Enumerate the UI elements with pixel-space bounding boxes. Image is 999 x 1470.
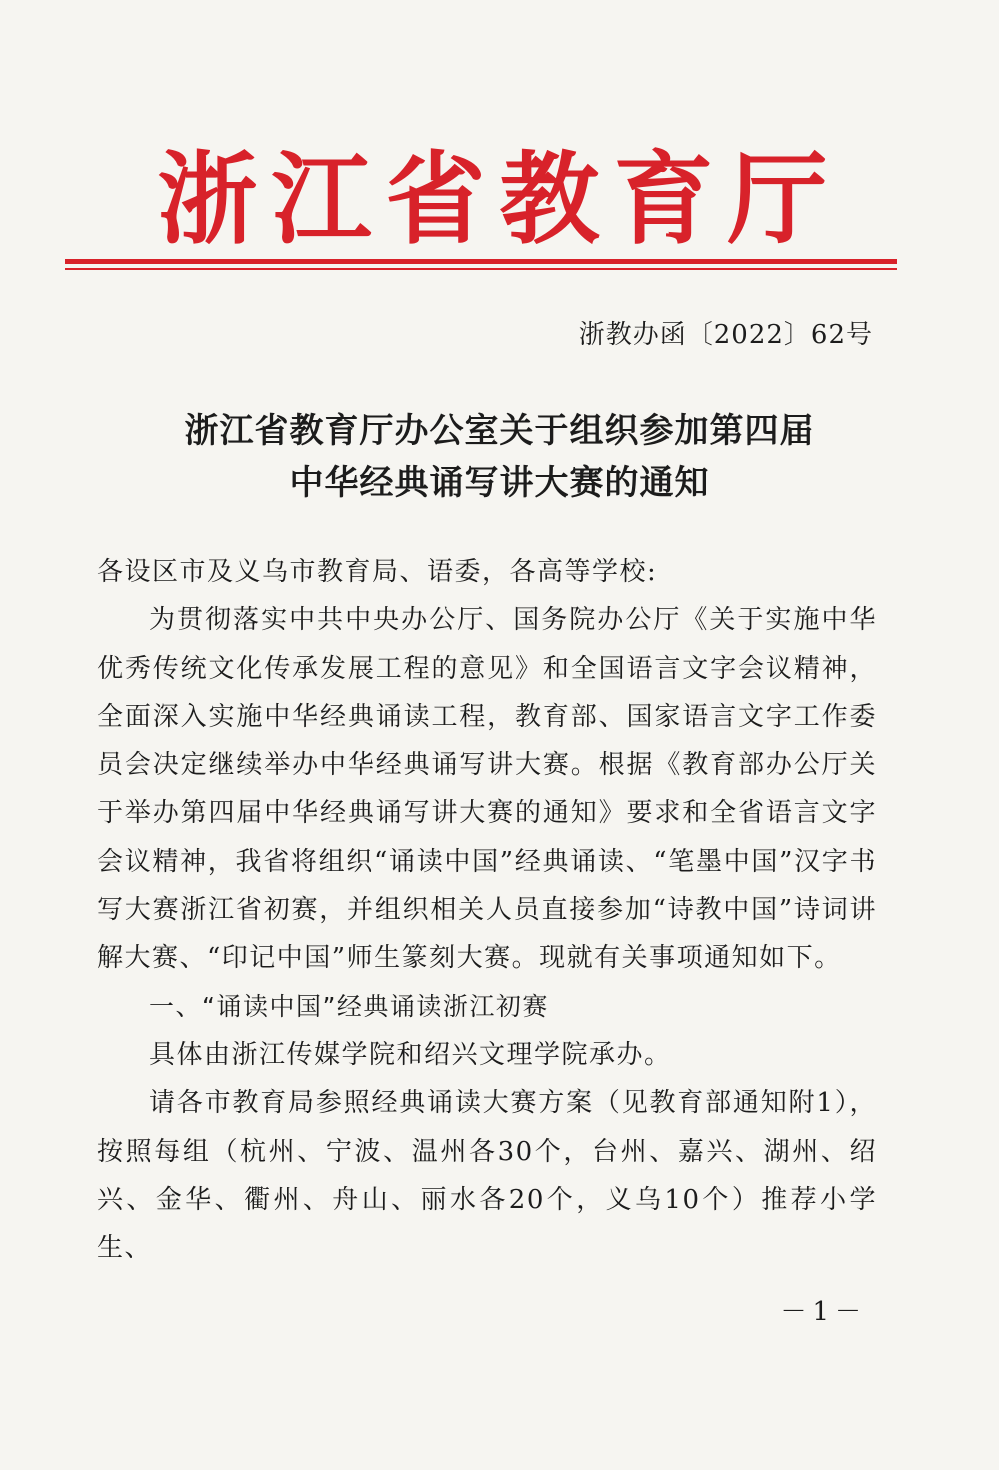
section-1-heading: 一、“诵读中国”经典诵读浙江初赛 bbox=[149, 991, 549, 1021]
document-title bbox=[0, 405, 999, 509]
masthead-red-rule-thick bbox=[65, 259, 897, 264]
document-title-line-2: 中华经典诵写讲大赛的通知 bbox=[289, 463, 710, 503]
masthead-org-name: 浙江省教育厅 bbox=[157, 141, 842, 258]
page-number: －1－ bbox=[780, 1297, 867, 1327]
document-number: 浙教办函〔2022〕62号 bbox=[578, 320, 873, 350]
salutation: 各设区市及义乌市教育局、语委，各高等学校: bbox=[97, 557, 658, 587]
body-paragraph-3: 请各市教育局参照经典诵读大赛方案（见教育部通知附1），按照每组（杭州、宁波、温州各30个，台州、嘉兴、湖州、绍兴、金华、衢州、舟山、丽水各20个，义乌10个）推荐小学生、 bbox=[97, 1088, 877, 1264]
body-paragraph-1: 为贯彻落实中共中央办公厅、国务院办公厅《关于实施中华优秀传统文化传承发展工程的意见》和全国语言文字会议精神，全面深入实施中华经典诵读工程，教育部、国家语言文字工作委员会决定继续举办中华经典诵写讲大赛。根据《教育部办公厅关于举办第四届中华经典诵写讲大赛的通知》要求和全省语言文字会议精神，我省将组织“诵读中国”经典诵读、“笔墨中国”汉字书写大赛浙江省初赛，并组织相关人员直接参加“诗教中国”诗词讲解大赛、“印记中国”师生篆刻大赛。现就有关事项通知如下。 bbox=[97, 605, 877, 974]
document-title-line-1: 浙江省教育厅办公室关于组织参加第四届 bbox=[184, 411, 815, 451]
document-body bbox=[97, 548, 877, 1272]
masthead-red-rule-thin bbox=[65, 268, 897, 270]
body-paragraph-2: 具体由浙江传媒学院和绍兴文理学院承办。 bbox=[149, 1039, 672, 1070]
